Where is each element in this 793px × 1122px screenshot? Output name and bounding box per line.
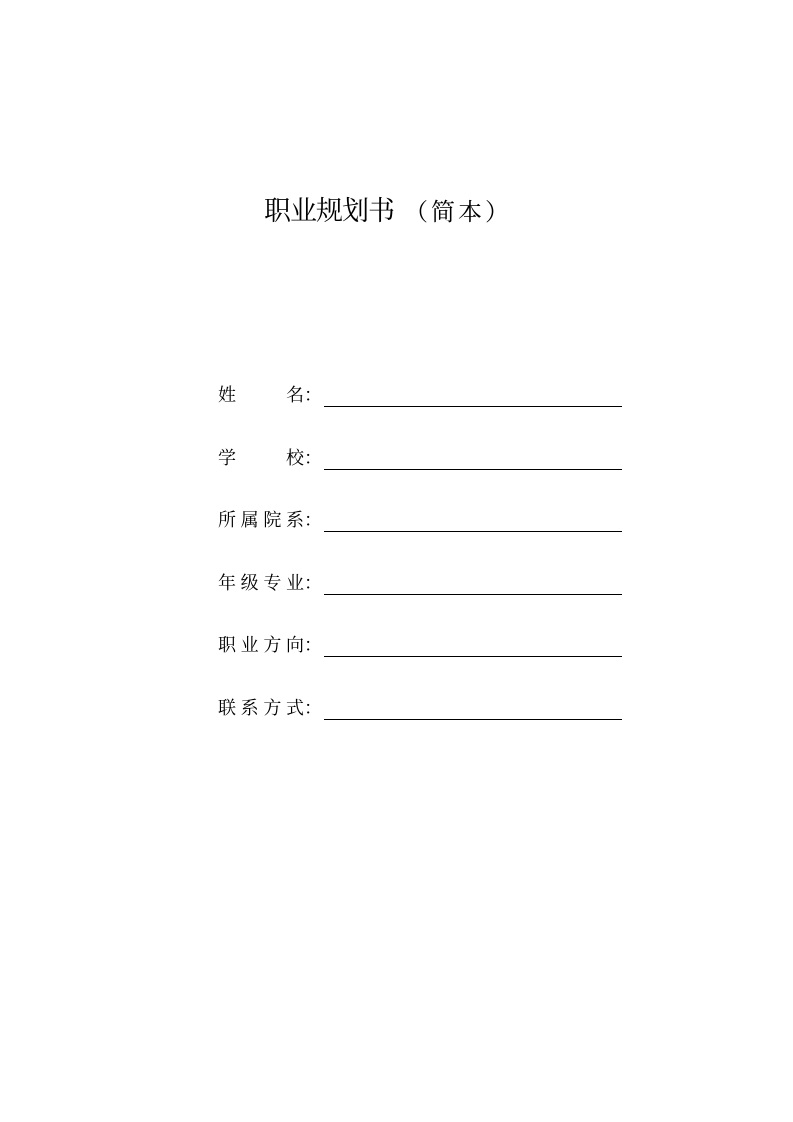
label-char: 业: [240, 635, 259, 656]
label-char: 属: [240, 510, 259, 531]
field-row-career-direction: [218, 630, 628, 662]
label-char: 方: [263, 635, 282, 656]
field-row-name: [218, 380, 628, 412]
field-underline-name[interactable]: [324, 406, 622, 407]
field-label-name: [218, 380, 322, 412]
label-char: 系: [240, 698, 259, 719]
label-char: 院: [263, 510, 282, 531]
field-row-grade-major: [218, 568, 628, 600]
label-char: 名：: [286, 385, 322, 406]
label-char: 联: [218, 698, 236, 719]
field-underline-career-direction[interactable]: [324, 656, 622, 657]
field-row-department: [218, 505, 628, 537]
label-char: 学: [218, 448, 236, 469]
page-title: [264, 192, 512, 235]
label-char: 方: [263, 698, 282, 719]
field-label-career-direction: [218, 630, 322, 662]
field-underline-contact[interactable]: [324, 719, 622, 720]
label-char: 向：: [285, 635, 322, 656]
label-char: 职: [218, 635, 236, 656]
field-underline-department[interactable]: [324, 531, 622, 532]
field-label-contact: [218, 693, 322, 725]
field-underline-school[interactable]: [324, 469, 622, 470]
label-char: 年: [218, 573, 236, 594]
label-char: 姓: [218, 385, 236, 406]
title-sub: （简本）: [404, 198, 512, 226]
field-underline-grade-major[interactable]: [324, 594, 622, 595]
label-char: 所: [218, 510, 236, 531]
field-label-department: [218, 505, 322, 537]
label-char: 业：: [285, 573, 322, 594]
label-char: 校：: [286, 448, 322, 469]
title-main: 职业规划书: [264, 196, 394, 227]
field-row-contact: [218, 693, 628, 725]
label-char: 式：: [285, 698, 322, 719]
label-char: 级: [240, 573, 259, 594]
field-label-school: [218, 443, 322, 475]
field-label-grade-major: [218, 568, 322, 600]
label-char: 系：: [285, 510, 322, 531]
label-char: 专: [263, 573, 282, 594]
field-row-school: [218, 443, 628, 475]
